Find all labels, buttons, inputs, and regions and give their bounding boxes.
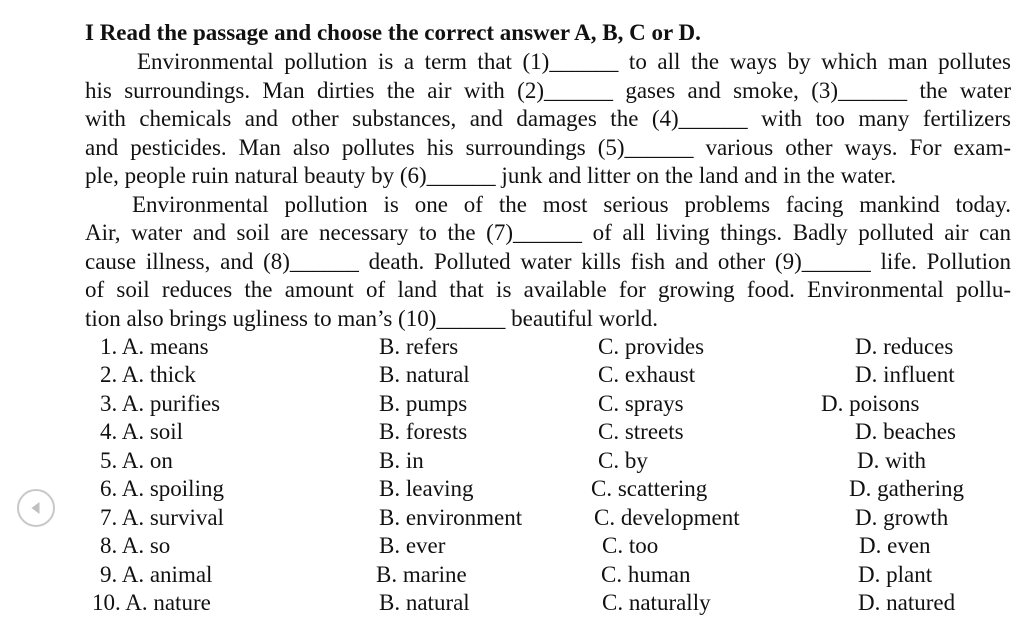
option-c[interactable]: C. too [602, 533, 659, 558]
option-b[interactable]: B. pumps [379, 391, 468, 416]
option-c[interactable]: C. exhaust [598, 362, 696, 387]
option-b[interactable]: B. natural [379, 362, 470, 387]
option-b[interactable]: B. environment [379, 505, 523, 530]
option-b[interactable]: B. forests [379, 419, 468, 444]
option-c[interactable]: C. scattering [591, 476, 708, 501]
option-a[interactable]: 6. A. spoiling [100, 476, 224, 501]
option-a[interactable]: 5. A. on [100, 448, 173, 473]
option-d[interactable]: D. beaches [855, 419, 956, 444]
passage-line: tion also brings ugliness to man’s (10)______ beautiful world. [85, 306, 659, 331]
option-d[interactable]: D. with [857, 448, 926, 473]
option-a[interactable]: 2. A. thick [100, 362, 196, 387]
option-b[interactable]: B. leaving [379, 476, 474, 501]
option-a[interactable]: 8. A. so [100, 533, 171, 558]
passage-line: and pesticides. Man also pollutes his surroundings (5)______ various other ways. For exam- [85, 135, 1011, 160]
passage-line: with chemicals and other substances, and damages the (4)______ with too many fertilizers [85, 106, 1011, 131]
passage-line: Environmental pollution is a term that (1)______ to all the ways by which man pollutes [137, 49, 1011, 74]
option-c[interactable]: C. provides [598, 334, 705, 359]
option-a[interactable]: 4. A. soil [100, 419, 184, 444]
option-d[interactable]: D. natured [858, 590, 956, 615]
passage-line: his surroundings. Man dirties the air with (2)______ gases and smoke, (3)______ the water [85, 78, 1011, 103]
passage-line: ple, people ruin natural beauty by (6)______ junk and litter on the land and in the water. [85, 163, 897, 188]
option-a[interactable]: 3. A. purifies [100, 391, 221, 416]
option-d[interactable]: D. gathering [849, 476, 964, 501]
passage-line: Environmental pollution is one of the most serious problems facing mankind today. [132, 192, 1011, 217]
passage-line: cause illness, and (8)______ death. Polluted water kills fish and other (9)______ life. Pollution [85, 249, 1011, 274]
option-d[interactable]: D. poisons [821, 391, 920, 416]
option-b[interactable]: B. refers [379, 334, 459, 359]
option-a[interactable]: 7. A. survival [100, 505, 224, 530]
option-a[interactable]: 10. A. nature [92, 590, 211, 615]
passage-line: of soil reduces the amount of land that is available for growing food. Environmental pollu- [85, 277, 1011, 302]
option-b[interactable]: B. ever [379, 533, 446, 558]
exercise-heading: I Read the passage and choose the correct answer A, B, C or D. [85, 20, 701, 45]
option-c[interactable]: C. streets [598, 419, 684, 444]
option-c[interactable]: C. development [594, 505, 740, 530]
option-c[interactable]: C. by [598, 448, 648, 473]
option-a[interactable]: 9. A. animal [100, 562, 213, 587]
option-d[interactable]: D. reduces [855, 334, 954, 359]
option-d[interactable]: D. growth [855, 505, 949, 530]
back-button[interactable] [17, 489, 55, 527]
option-d[interactable]: D. plant [858, 562, 933, 587]
option-b[interactable]: B. natural [379, 590, 470, 615]
option-a[interactable]: 1. A. means [100, 334, 209, 359]
option-c[interactable]: C. naturally [602, 590, 711, 615]
triangle-left-icon [19, 491, 53, 525]
option-d[interactable]: D. influent [855, 362, 955, 387]
option-b[interactable]: B. in [379, 448, 424, 473]
option-c[interactable]: C. sprays [598, 391, 684, 416]
option-d[interactable]: D. even [859, 533, 931, 558]
passage-line: Air, water and soil are necessary to the (7)______ of all living things. Badly polluted air can [85, 220, 1011, 245]
option-b[interactable]: B. marine [376, 562, 467, 587]
option-c[interactable]: C. human [601, 562, 691, 587]
